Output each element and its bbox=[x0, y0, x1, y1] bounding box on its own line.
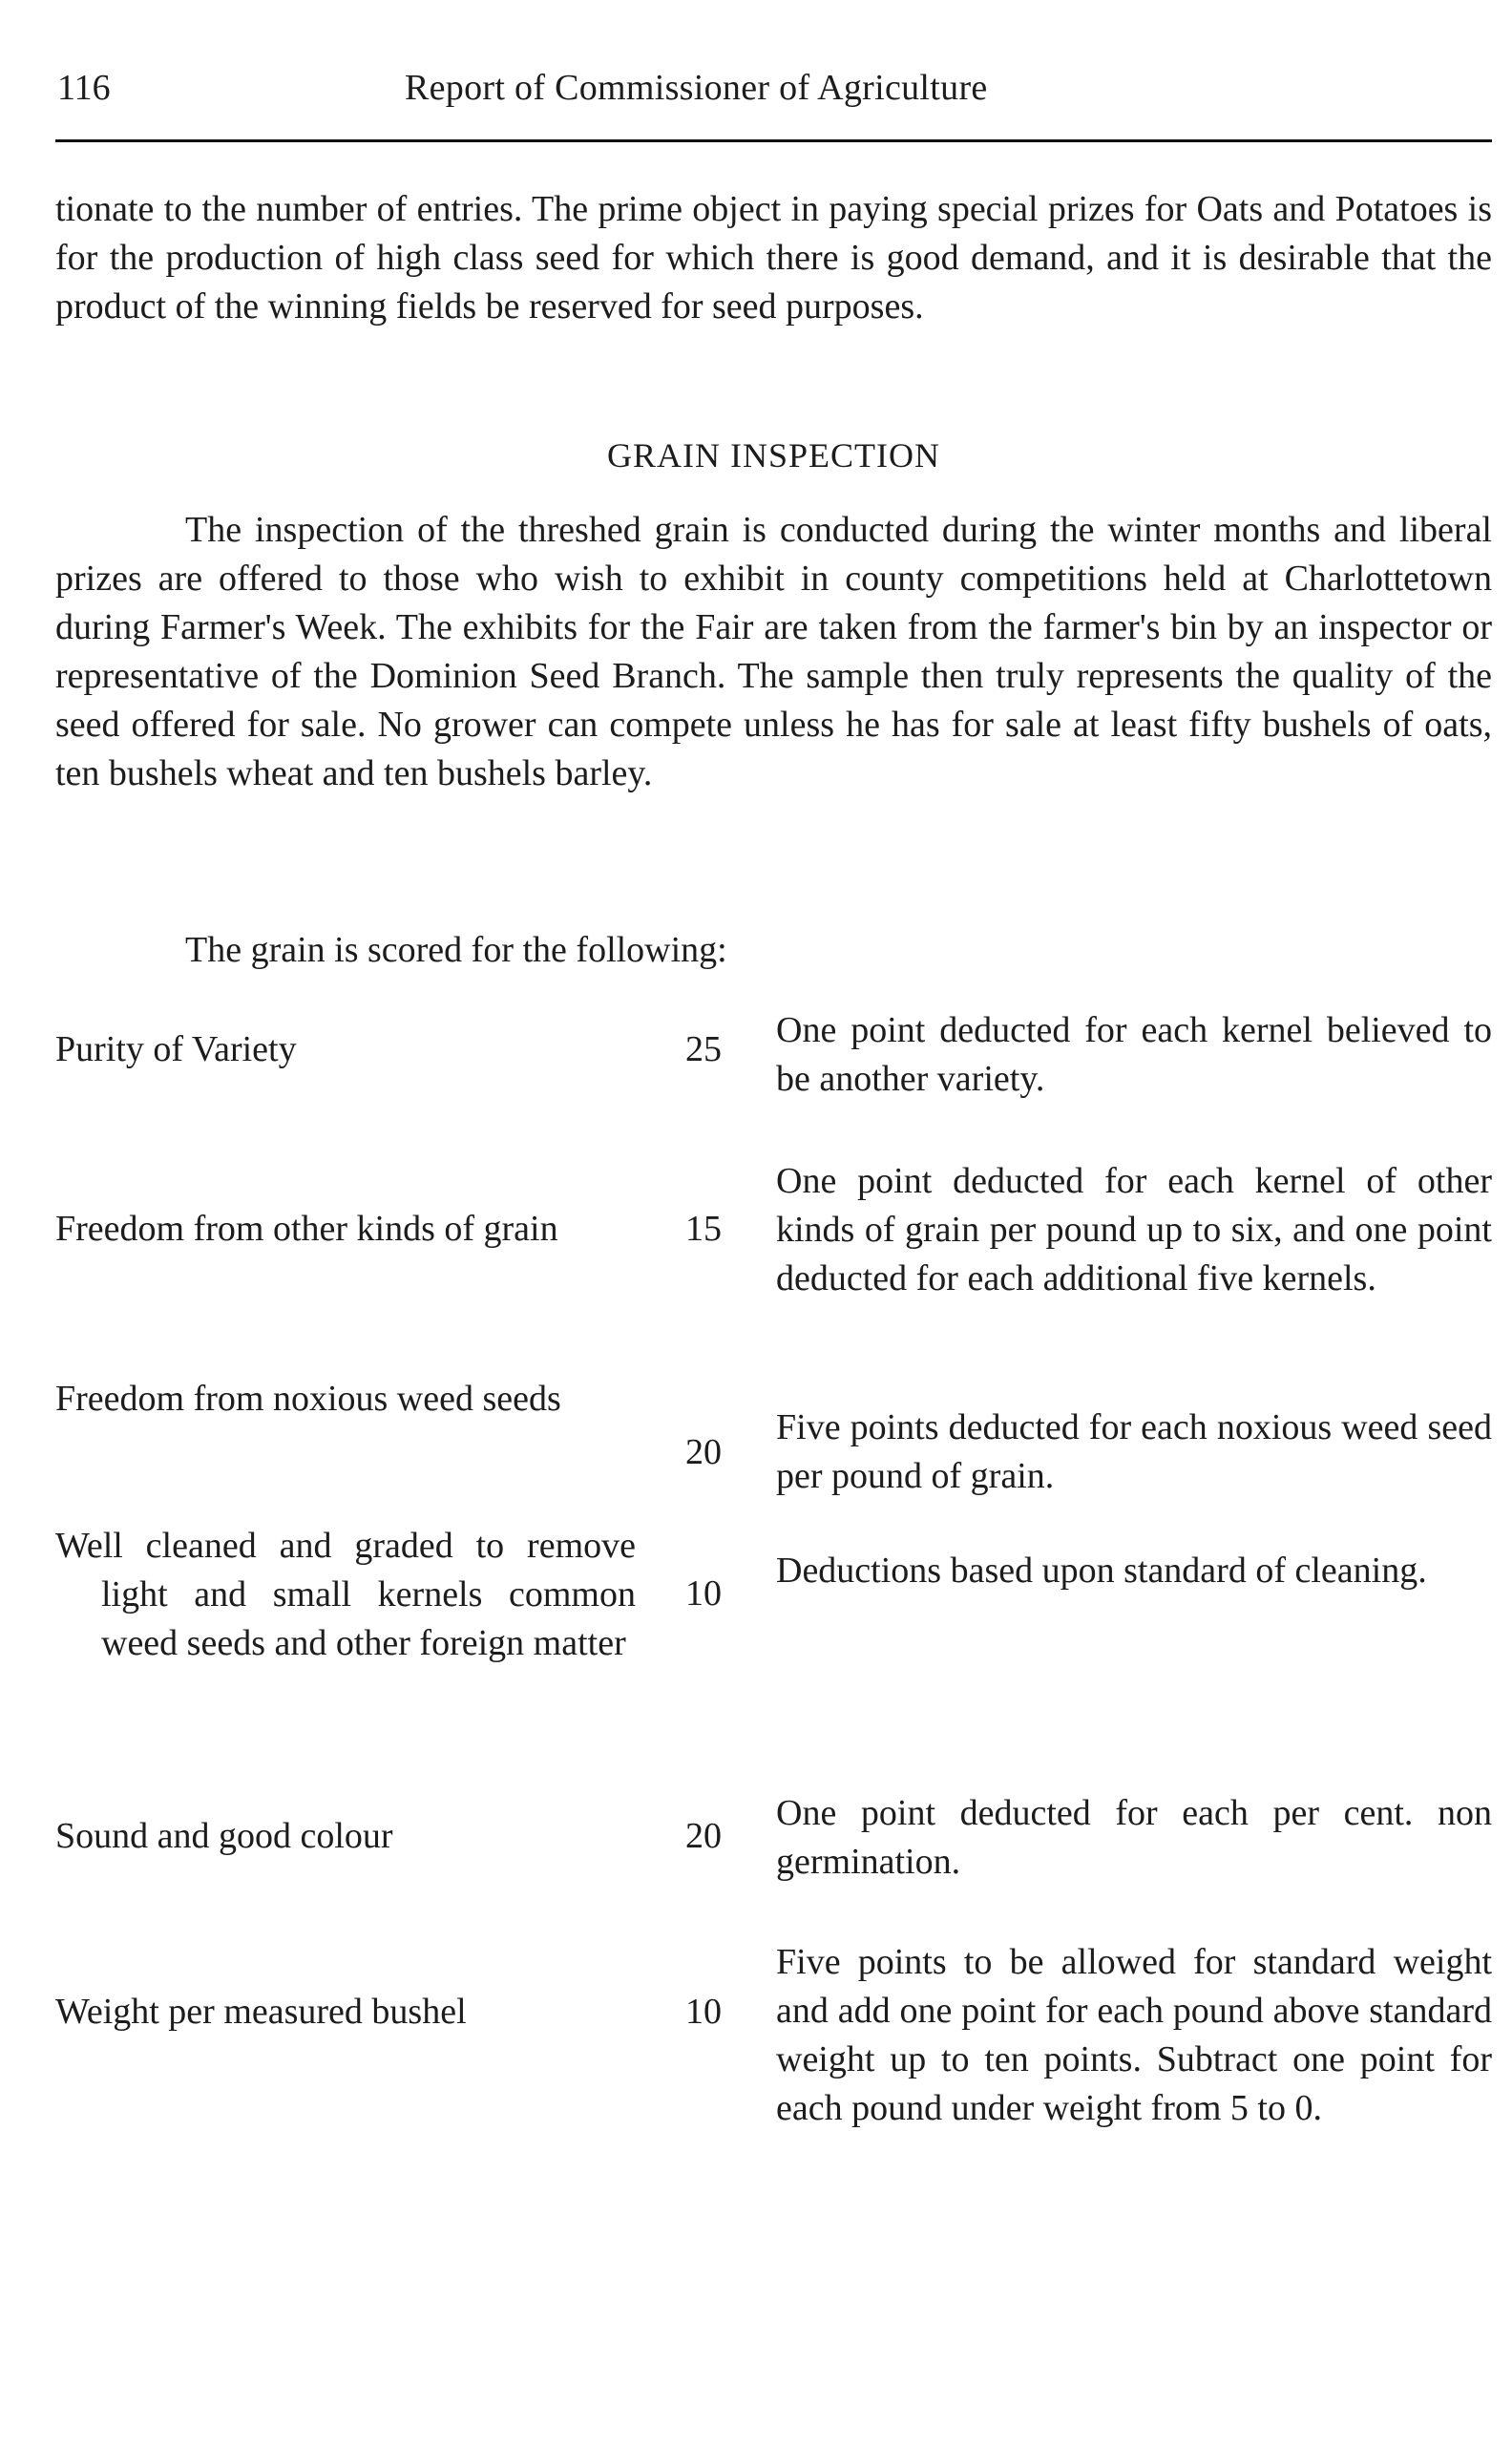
criterion-purity-of-variety: Purity of Variety bbox=[55, 1029, 297, 1069]
criterion-freedom-other-grain: Freedom from other kinds of grain bbox=[55, 1209, 558, 1249]
scoring-intro: The grain is scored for the following: bbox=[185, 930, 727, 970]
points-sound-good-colour: 20 bbox=[685, 1816, 722, 1856]
points-well-cleaned-graded: 10 bbox=[685, 1573, 722, 1614]
page-number: 116 bbox=[57, 68, 111, 108]
document-page bbox=[55, 0, 1492, 2448]
criterion-sound-good-colour: Sound and good colour bbox=[55, 1816, 393, 1856]
points-noxious-weed-seeds: 20 bbox=[685, 1432, 722, 1472]
remark-weight-per-bushel: Five points to be allowed for standard weight and add one point for each pound above standard weight up to ten points. Subtract one point for each pound under weight from 5 to 0. bbox=[776, 1942, 1492, 2128]
inspection-paragraph: The inspection of the threshed grain is conducted during the winter months and liberal prizes are offered to those who wish to exhibit in county competitions held at Charlottetown during Farmer's Week. The exhibits for the Fair are taken from the farmer's bin by an inspector or representative of the Dominion Seed Branch. The sample then truly represents the quality of the seed offered for sale. No grower can compete unless he has for sale at least fifty bushels of oats, ten bushels wheat and ten bushels barley. bbox=[55, 510, 1492, 793]
criterion-weight-per-bushel: Weight per measured bushel bbox=[55, 1992, 467, 2032]
criterion-noxious-weed-seeds: Freedom from noxious weed seeds bbox=[55, 1379, 561, 1419]
header-rule bbox=[55, 139, 1492, 142]
points-purity-of-variety: 25 bbox=[685, 1029, 722, 1069]
points-weight-per-bushel: 10 bbox=[685, 1992, 722, 2032]
remark-well-cleaned-graded: Deductions based upon standard of cleaning. bbox=[776, 1551, 1427, 1591]
criterion-well-cleaned-graded: Well cleaned and graded to remove light and small kernels common weed seeds and other foreign matter bbox=[55, 1526, 636, 1663]
points-freedom-other-grain: 15 bbox=[685, 1209, 722, 1249]
section-heading-grain-inspection: GRAIN INSPECTION bbox=[607, 436, 940, 475]
remark-sound-good-colour: One point deducted for each per cent. non germination. bbox=[776, 1793, 1492, 1882]
running-title: Report of Commissioner of Agriculture bbox=[405, 68, 988, 108]
remark-purity-of-variety: One point deducted for each kernel believed to be another variety. bbox=[776, 1010, 1492, 1099]
remark-freedom-other-grain: One point deducted for each kernel of other kinds of grain per pound up to six, and one point deducted for each additional five kernels. bbox=[776, 1161, 1492, 1298]
remark-noxious-weed-seeds: Five points deducted for each noxious weed seed per pound of grain. bbox=[776, 1407, 1492, 1496]
running-head bbox=[55, 59, 1492, 116]
continued-paragraph: tionate to the number of entries. The prime object in paying special prizes for Oats and Potatoes is for the production of high class seed for which there is good demand, and it is desirable that the product of the winning fields be reserved for seed purposes. bbox=[55, 189, 1492, 327]
